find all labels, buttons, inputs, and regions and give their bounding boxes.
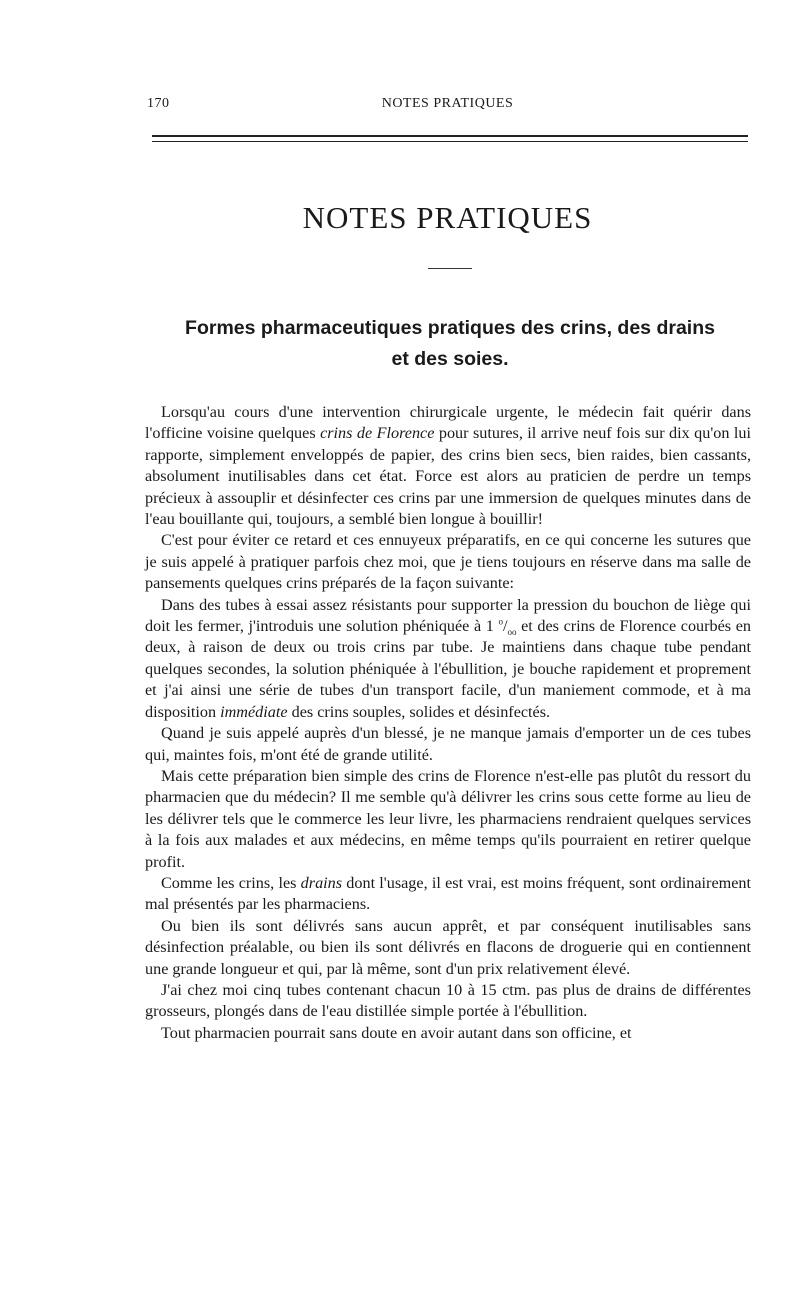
paragraph-5: Mais cette préparation bien simple des crins de Florence n'est-elle pas plutôt du ressort du pharmacien que du médecin? Il me semble qu'à délivrer les crins sous cette forme au lieu de les délivrer tels que le commerce les leur livre, les pharmaciens rendraient quelques services à la fois aux malades et aux médecins, en même temps qu'ils pourraient en retirer quelque profit. <box>145 766 751 871</box>
paragraph-8: J'ai chez moi cinq tubes contenant chacun 10 à 15 ctm. pas plus de drains de différentes grosseurs, plongés dans de l'eau distillée simple portée à l'ébullition. <box>145 980 751 1021</box>
paragraph-1: Lorsqu'au cours d'une intervention chirurgicale urgente, le médecin fait quérir dans l'officine voisine quelques crins de Florence pour sutures, il arrive neuf fois sur dix qu'on lui rapporte, simplement enveloppés de papier, des crins bien secs, bien raides, bien cassants, absolument inutilisables dans cet état. Force est alors au praticien de perdre un temps précieux à assouplir et désinfecter ces crins par une immersion de quelques minutes dans de l'eau bouillante qui, toujours, a semblé bien longue à bouillir! <box>145 403 751 529</box>
paragraph-9: Tout pharmacien pourrait sans doute en avoir autant dans son officine, et <box>161 1023 632 1042</box>
page-number: 170 <box>147 96 170 111</box>
paragraph-2: C'est pour éviter ce retard et ces ennuyeux préparatifs, en ce qui concerne les sutures que je suis appelé à pratiquer parfois chez moi, que je tiens toujours en réserve dans ma salle de pansements quelques crins préparés de la façon suivante: <box>145 531 751 593</box>
running-head <box>147 96 748 116</box>
header-rule-thick <box>152 135 748 137</box>
article-title-line-1: Formes pharmaceutiques pratiques des crins, des drains <box>185 317 715 339</box>
title-divider <box>428 268 472 269</box>
paragraph-6: Comme les crins, les drains dont l'usage, il est vrai, est moins fréquent, sont ordinairement mal présentés par les pharmaciens. <box>145 873 751 914</box>
header-rule-thin <box>152 141 748 142</box>
paragraph-7: Ou bien ils sont délivrés sans aucun apprêt, et par conséquent inutilisables sans désinfection préalable, ou bien ils sont délivrés en flacons de droguerie qui en contiennent une grande longueur et qui, par là même, sont d'un prix relativement élevé. <box>145 916 751 978</box>
paragraph-4: Quand je suis appelé auprès d'un blessé, je ne manque jamais d'emporter un de ces tubes qui, maintes fois, m'ont été de grande utilité. <box>145 724 751 764</box>
article-title <box>160 313 740 375</box>
paragraph-3: Dans des tubes à essai assez résistants pour supporter la pression du bouchon de liège qui doit les fermer, j'introduis une solution phéniquée à 1 $^o/_{oo}$ et des crins de Florence courbés en deux, à raison de deux ou trois crins par tube. Je maintiens dans chaque tube pendant quelques secondes, la solution phéniquée à l'ébullition, je bouche rapidement et proprement et j'ai ainsi une série de tubes d'un transport facile, d'un maniement commode, et à ma disposition immédiate des crins souples, solides et désinfectés. <box>145 595 751 721</box>
per-mille-denominator: oo <box>507 627 517 638</box>
emphasis: drains <box>300 873 343 892</box>
per-mille-numerator: o <box>498 616 503 627</box>
emphasis: crins de Florence <box>320 424 435 443</box>
section-title: NOTES PRATIQUES <box>302 200 593 235</box>
article-title-line-2: et des soies. <box>391 348 509 370</box>
running-title: NOTES PRATIQUES <box>381 96 514 111</box>
per-mille-slash: / <box>502 617 508 636</box>
emphasis: immédiate <box>220 702 288 721</box>
article-body <box>145 402 751 1044</box>
